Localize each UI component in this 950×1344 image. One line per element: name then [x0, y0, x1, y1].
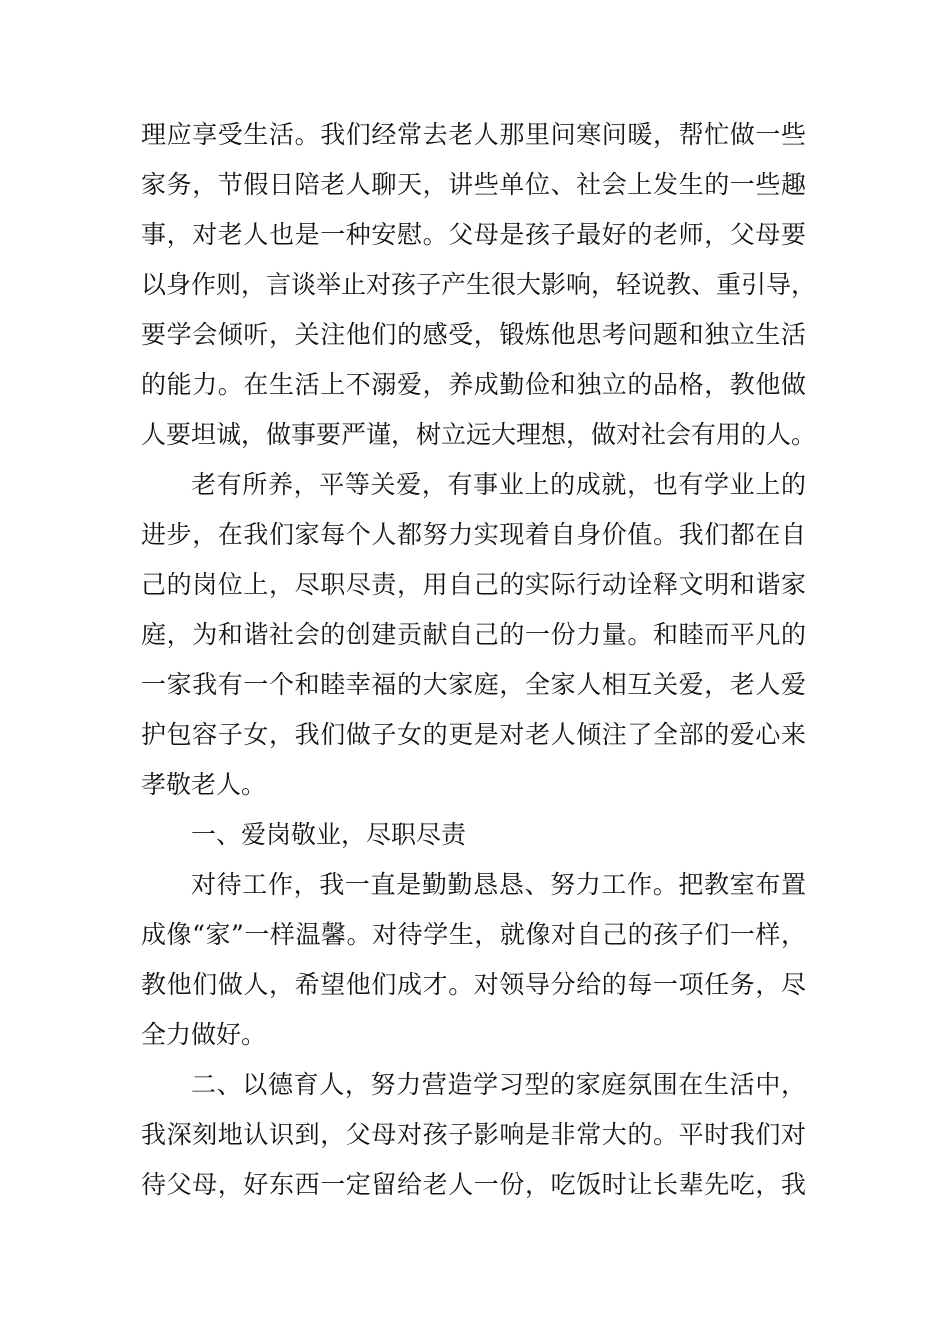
text-line: 人要坦诚，做事要严谨，树立远大理想，做对社会有用的人。 — [141, 420, 817, 449]
text-line: 老有所养，平等关爱，有事业上的成就，也有学业上的 — [191, 470, 806, 499]
text-line: 事，对老人也是一种安慰。父母是孩子最好的老师，父母要 — [141, 220, 806, 249]
paragraph-2 — [141, 460, 806, 810]
text-line: 家务，节假日陪老人聊天，讲些单位、社会上发生的一些趣 — [141, 170, 806, 199]
text-line: 己的岗位上，尽职尽责，用自己的实际行动诠释文明和谐家 — [141, 570, 806, 599]
text-line: 理应享受生活。我们经常去老人那里问寒问暖，帮忙做一些 — [141, 120, 806, 149]
text-line: 待父母，好东西一定留给老人一份，吃饭时让长辈先吃，我 — [141, 1170, 806, 1199]
text-line: 进步，在我们家每个人都努力实现着自身价值。我们都在自 — [141, 520, 806, 549]
text-line: 要学会倾听，关注他们的感受，锻炼他思考问题和独立生活 — [141, 320, 806, 349]
document-body — [141, 110, 817, 1210]
section-heading-1 — [141, 810, 806, 860]
text-line: 成像“家”一样温馨。对待学生，就像对自己的孩子们一样， — [141, 920, 806, 949]
text-line: 孝敬老人。 — [141, 770, 267, 799]
paragraph-3 — [141, 860, 806, 1060]
text-line: 以身作则，言谈举止对孩子产生很大影响，轻说教、重引导， — [141, 270, 817, 299]
section-heading: 一、爱岗敬业，尽职尽责 — [191, 820, 467, 849]
text-line: 的能力。在生活上不溺爱，养成勤俭和独立的品格，教他做 — [141, 370, 806, 399]
text-line: 对待工作，我一直是勤勤恳恳、努力工作。把教室布置 — [191, 870, 806, 899]
text-line: 一家我有一个和睦幸福的大家庭，全家人相互关爱，老人爱 — [141, 670, 806, 699]
text-line: 二、以德育人，努力营造学习型的家庭氛围在生活中， — [191, 1070, 806, 1099]
text-line: 我深刻地认识到，父母对孩子影响是非常大的。平时我们对 — [141, 1120, 806, 1149]
paragraph-1 — [141, 110, 817, 460]
paragraph-4 — [141, 1060, 806, 1210]
text-line: 庭，为和谐社会的创建贡献自己的一份力量。和睦而平凡的 — [141, 620, 806, 649]
text-line: 全力做好。 — [141, 1020, 267, 1049]
text-line: 护包容子女，我们做子女的更是对老人倾注了全部的爱心来 — [141, 720, 806, 749]
text-line: 教他们做人，希望他们成才。对领导分给的每一项任务，尽 — [141, 970, 806, 999]
